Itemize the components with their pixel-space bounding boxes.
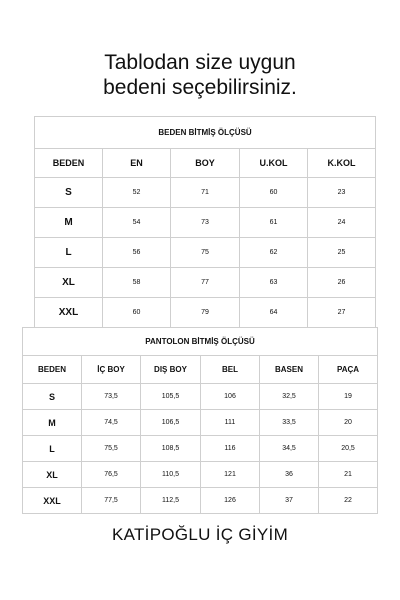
size-cell: L bbox=[23, 436, 82, 462]
value-cell: 77,5 bbox=[82, 488, 141, 514]
value-cell: 26 bbox=[308, 268, 376, 298]
value-cell: 73 bbox=[171, 208, 240, 238]
table-row bbox=[35, 268, 376, 298]
value-cell: 116 bbox=[201, 436, 260, 462]
value-cell: 79 bbox=[171, 298, 240, 328]
value-cell: 108,5 bbox=[141, 436, 201, 462]
value-cell: 27 bbox=[308, 298, 376, 328]
value-cell: 106 bbox=[201, 384, 260, 410]
table-row bbox=[35, 208, 376, 238]
value-cell: 111 bbox=[201, 410, 260, 436]
size-cell: S bbox=[23, 384, 82, 410]
bottom-table-title: PANTOLON BİTMİŞ ÖLÇÜSÜ bbox=[23, 328, 378, 356]
value-cell: 58 bbox=[103, 268, 171, 298]
value-cell: 54 bbox=[103, 208, 171, 238]
value-cell: 33,5 bbox=[260, 410, 319, 436]
top-header-boy: BOY bbox=[171, 149, 240, 178]
size-cell: S bbox=[35, 178, 103, 208]
value-cell: 62 bbox=[240, 238, 308, 268]
size-cell: XXL bbox=[35, 298, 103, 328]
value-cell: 126 bbox=[201, 488, 260, 514]
size-cell: XXL bbox=[23, 488, 82, 514]
table-row bbox=[35, 238, 376, 268]
top-header-en: EN bbox=[103, 149, 171, 178]
value-cell: 34,5 bbox=[260, 436, 319, 462]
table-row bbox=[23, 488, 378, 514]
value-cell: 37 bbox=[260, 488, 319, 514]
heading-line-1: Tablodan size uygun bbox=[104, 51, 296, 74]
bottom-header-bel: BEL bbox=[201, 356, 260, 384]
bottom-header-dis-boy: DIŞ BOY bbox=[141, 356, 201, 384]
size-cell: M bbox=[35, 208, 103, 238]
value-cell: 32,5 bbox=[260, 384, 319, 410]
bottom-header-basen: BASEN bbox=[260, 356, 319, 384]
table-row bbox=[23, 436, 378, 462]
table-row bbox=[35, 298, 376, 328]
page-heading bbox=[0, 50, 400, 100]
size-cell: XL bbox=[23, 462, 82, 488]
value-cell: 75,5 bbox=[82, 436, 141, 462]
value-cell: 121 bbox=[201, 462, 260, 488]
table-row bbox=[23, 462, 378, 488]
value-cell: 60 bbox=[240, 178, 308, 208]
heading-line-2: bedeni seçebilirsiniz. bbox=[103, 76, 297, 99]
top-header-kkol: K.KOL bbox=[308, 149, 376, 178]
brand-name: KATİPOĞLU İÇ GİYİM bbox=[111, 525, 289, 544]
value-cell: 23 bbox=[308, 178, 376, 208]
table-row bbox=[23, 410, 378, 436]
top-table-title: BEDEN BİTMİŞ ÖLÇÜSÜ bbox=[35, 117, 376, 149]
value-cell: 36 bbox=[260, 462, 319, 488]
value-cell: 56 bbox=[103, 238, 171, 268]
value-cell: 24 bbox=[308, 208, 376, 238]
bottom-header-paca: PAÇA bbox=[319, 356, 378, 384]
bottom-header-ic-boy: İÇ BOY bbox=[82, 356, 141, 384]
value-cell: 112,5 bbox=[141, 488, 201, 514]
top-header-ukol: U.KOL bbox=[240, 149, 308, 178]
value-cell: 60 bbox=[103, 298, 171, 328]
table-row bbox=[35, 178, 376, 208]
value-cell: 106,5 bbox=[141, 410, 201, 436]
value-cell: 71 bbox=[171, 178, 240, 208]
value-cell: 52 bbox=[103, 178, 171, 208]
top-size-table bbox=[34, 116, 376, 328]
value-cell: 110,5 bbox=[141, 462, 201, 488]
value-cell: 61 bbox=[240, 208, 308, 238]
value-cell: 76,5 bbox=[82, 462, 141, 488]
size-cell: L bbox=[35, 238, 103, 268]
value-cell: 20,5 bbox=[319, 436, 378, 462]
size-cell: XL bbox=[35, 268, 103, 298]
value-cell: 75 bbox=[171, 238, 240, 268]
value-cell: 19 bbox=[319, 384, 378, 410]
value-cell: 63 bbox=[240, 268, 308, 298]
value-cell: 73,5 bbox=[82, 384, 141, 410]
size-cell: M bbox=[23, 410, 82, 436]
value-cell: 77 bbox=[171, 268, 240, 298]
top-header-beden: BEDEN bbox=[35, 149, 103, 178]
value-cell: 105,5 bbox=[141, 384, 201, 410]
value-cell: 74,5 bbox=[82, 410, 141, 436]
value-cell: 25 bbox=[308, 238, 376, 268]
value-cell: 21 bbox=[319, 462, 378, 488]
value-cell: 64 bbox=[240, 298, 308, 328]
bottom-size-table bbox=[22, 327, 378, 514]
table-row bbox=[23, 384, 378, 410]
value-cell: 20 bbox=[319, 410, 378, 436]
bottom-header-beden: BEDEN bbox=[23, 356, 82, 384]
value-cell: 22 bbox=[319, 488, 378, 514]
